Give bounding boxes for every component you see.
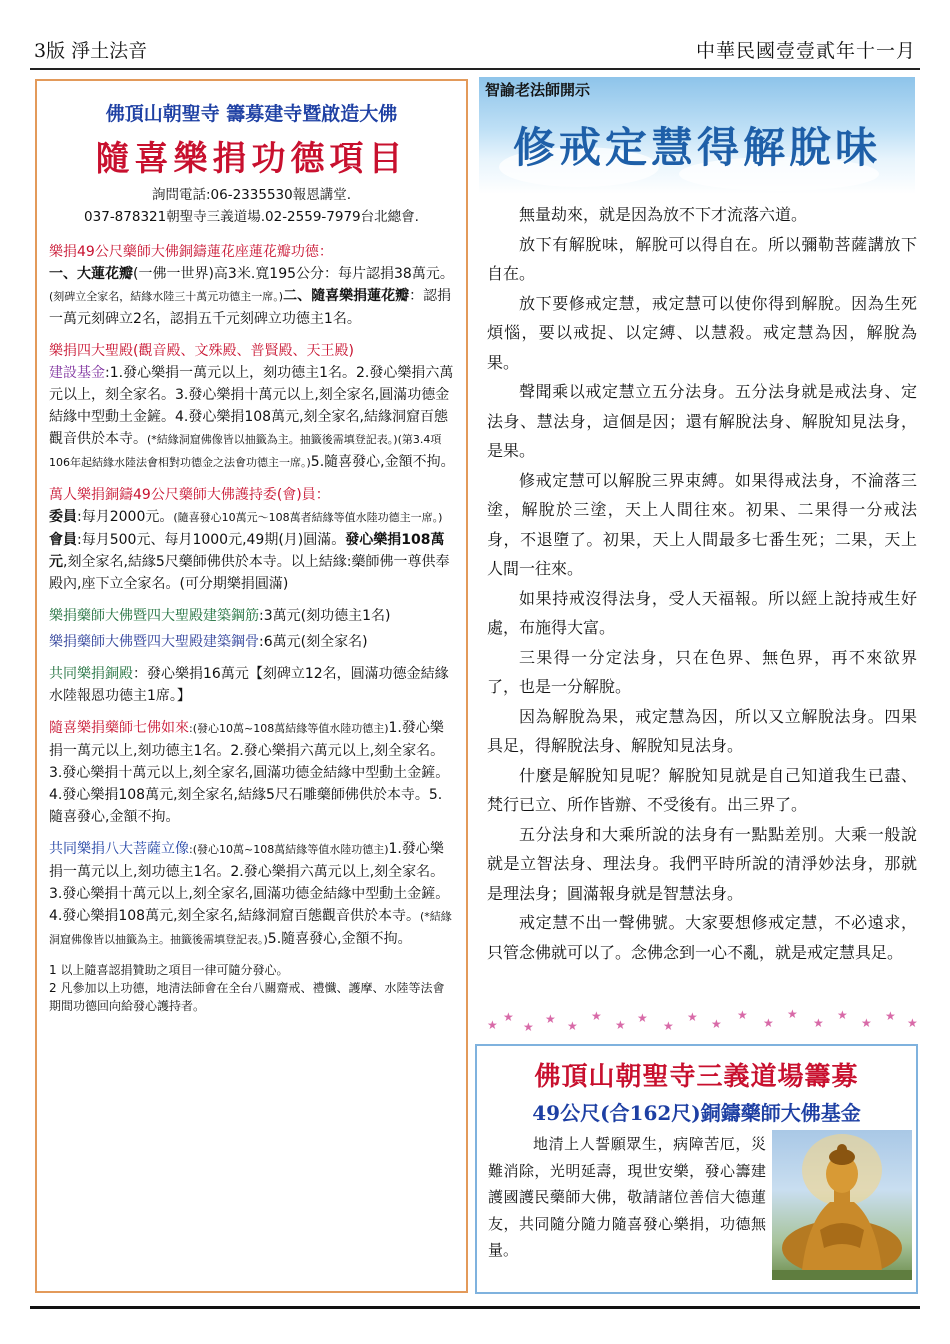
item-heading: 樂捐49公尺藥師大佛銅鑄蓮花座蓮花瓣功德： (49, 244, 333, 260)
item-text: :3萬元(刻功德主1名) (259, 608, 391, 624)
star-icon: ★ (813, 1016, 824, 1030)
item-text: :6萬元(刻全家名) (259, 634, 368, 650)
star-icon: ★ (787, 1007, 798, 1021)
article-title: 修戒定慧得解脫味 (512, 123, 881, 172)
item-text: :每月2000元。 (77, 509, 174, 525)
item-text: (一佛一世界)高3米.寬195公分：每片認捐38萬元。 (133, 266, 454, 282)
item-text: ,刻全家名,結緣5尺藥師佛供於本寺。以上結緣:藥師佛一尊供奉殿內,座下立全家名。(可分期樂捐圓滿) (49, 554, 450, 592)
note-line: 2 凡參加以上功德，地清法師會在全台八關齋戒、禮懺、護摩、水陸等法會期間功德回向給發心護持者。 (49, 981, 445, 1013)
item-note: :(發心10萬~108萬結緣等值水陸功德主) (189, 722, 389, 735)
item-text: :1.發心樂捐一萬元以上，刻功德主1名。2.發心樂捐六萬元以上，刻全家名。3.發心樂捐十萬元以上,刻全家名,圓滿功德金結緣中型動土金鏟。4.發心樂捐108萬元,刻全家名,結緣洞窟百態觀音供於本寺。 (49, 365, 454, 447)
item-text: 1.發心樂捐一萬元以上,刻功德主1名。2.發心樂捐六萬元以上,刻全家名。3.發心樂捐十萬元以上,刻全家名,圓滿功德金結緣中型動土金鏟。4.發心樂捐108萬元,刻全家名,結緣洞窟百態觀音供於本寺。 (49, 841, 450, 924)
article-paragraph: 放下要修戒定慧，戒定慧可以使你得到解脫。因為生死煩惱，要以戒捉、以定縛、以慧殺。戒定慧為因，解脫為果。 (487, 293, 917, 372)
star-icon: ★ (615, 1018, 626, 1032)
article-paragraph: 無量劫來，就是因為放不下才流落六道。 (519, 205, 808, 224)
star-icon: ★ (503, 1010, 514, 1024)
footer-divider (30, 1306, 920, 1309)
donation-items-box (35, 79, 468, 1293)
item-label: 委員 (49, 509, 77, 525)
star-icon: ★ (885, 1009, 896, 1023)
donation-item-lotus (49, 241, 456, 330)
star-icon: ★ (861, 1016, 872, 1030)
article-kicker: 智諭老法師開示 (485, 81, 591, 99)
donation-item-eight-bodhisattvas (49, 838, 456, 951)
note-line: 1 以上隨喜認捐贊助之項目一律可隨分發心。 (49, 963, 289, 977)
article-paragraph: 五分法身和大乘所說的法身有一點點差別。大乘一般說就是立智法身、理法身。我們平時所說的清淨妙法身，那就是理法身；圓滿報身就是智慧法身。 (487, 824, 917, 903)
item-heading: 萬人樂捐銅鑄49公尺藥師大佛護持委(會)員： (49, 487, 330, 503)
article-paragraph: 修戒定慧可以解脫三界束縛。如果得戒法身，不淪落三塗，解脫於三塗，天上人間往來。初果、二果得一分戒法身，不退墮了。初果，天上人間最多七番生死；二果，天上人間一往來。 (487, 470, 917, 578)
item-text: :每月500元、每月1000元,49期(月)圓滿。 (77, 532, 346, 548)
page-header (34, 36, 916, 64)
buddha-fund-box (475, 1044, 918, 1294)
donation-item-halls (49, 340, 456, 474)
star-icon: ★ (591, 1009, 602, 1023)
star-icon: ★ (837, 1008, 848, 1022)
item-note: (*結緣洞窟佛像皆以抽籤為主。抽籤後需填登記表。) (49, 910, 452, 946)
star-icon: ★ (523, 1020, 534, 1034)
item-label: 發心樂捐108萬元 (49, 532, 445, 570)
fund-box-title: 佛頂山朝聖寺三義道場籌募 (534, 1062, 859, 1092)
star-icon: ★ (737, 1008, 748, 1022)
item-text: 5.隨喜發心,金額不拘。 (310, 454, 455, 470)
item-text: 5.隨喜發心,金額不拘。 (267, 931, 412, 947)
buddha-statue-icon (772, 1130, 912, 1280)
donation-box-heading: 隨喜樂捐功德項目 (95, 139, 408, 179)
item-heading: 樂捐四大聖殿(觀音殿、文殊殿、普賢殿、天王殿) (49, 343, 354, 359)
article-body (487, 200, 917, 967)
item-text: ：發心樂捐16萬元【刻碑立12名，圓滿功德金結緣水陸報恩功德主1席。】 (49, 666, 449, 704)
item-heading: 隨喜樂捐藥師七佛如來 (49, 720, 189, 736)
donation-item-bronze-hall (49, 663, 456, 707)
article-paragraph: 放下有解脫味，解脫可以得自在。所以彌勒菩薩講放下自在。 (487, 234, 917, 283)
article-paragraph: 聲聞乘以戒定慧立五分法身。五分法身就是戒法身、定法身、慧法身，這個是因；還有解脫法身、解脫知見法身，是果。 (487, 382, 917, 460)
page-number-label: 3版 淨土法音 (34, 40, 148, 62)
contact-info (47, 184, 456, 228)
buddha-statue-image (772, 1130, 912, 1280)
item-label: 會員 (49, 532, 77, 548)
item-heading: 共同樂捐銅殿 (49, 666, 133, 682)
item-heading: 樂捐藥師大佛暨四大聖殿建築鋼筋 (49, 608, 259, 624)
item-heading: 共同樂捐八大菩薩立像 (49, 841, 189, 857)
item-note: (刻碑立全家名，結緣水陸三十萬元功德主一席。) (49, 290, 284, 303)
article-paragraph: 戒定慧不出一聲佛號。大家要想修戒定慧，不必遠求，只管念佛就可以了。念佛念到一心不亂，就是戒定慧具足。 (487, 913, 917, 962)
article-paragraph: 三果得一分定法身，只在色界、無色界，再不來欲界了，也是一分解脫。 (487, 647, 917, 696)
item-text: ：認捐一萬元刻碑立2名，認捐五千元刻碑立功德主1名。 (49, 288, 452, 327)
star-icon: ★ (567, 1019, 578, 1033)
star-icon: ★ (663, 1019, 674, 1033)
item-label: 建設基金 (49, 365, 105, 381)
header-divider (30, 68, 920, 70)
star-icon: ★ (711, 1017, 722, 1031)
donation-item-rebar (49, 605, 456, 653)
star-icon: ★ (763, 1016, 774, 1030)
contact-line: 037-878321朝聖寺三義道場.02-2559-7979台北總會. (84, 209, 419, 225)
article-paragraph: 什麼是解脫知見呢？解脫知見就是自己知道我生已盡、梵行已立、所作皆辦、不受後有。出三界了。 (487, 765, 917, 814)
donation-item-seven-buddhas (49, 717, 456, 828)
item-text: 1.發心樂捐一萬元以上,刻功德主1名。2.發心樂捐六萬元以上,刻全家名。3.發心樂捐十萬元以上,刻全家名,圓滿功德金結緣中型動土金鏟。4.發心樂捐108萬元,刻全家名,結緣5尺石雕藥師佛供於本寺。5.隨喜發心,金額不拘。 (49, 720, 450, 825)
donation-items-list (49, 241, 456, 1015)
item-heading: 樂捐藥師大佛暨四大聖殿建築鋼骨 (49, 634, 259, 650)
donation-box-title: 佛頂山朝聖寺 籌募建寺暨啟造大佛 (105, 103, 398, 125)
article-banner (479, 77, 915, 194)
issue-date-label: 中華民國壹壹貳年十一月 (695, 40, 916, 62)
star-icon: ★ (487, 1018, 498, 1032)
star-icon: ★ (907, 1016, 918, 1030)
item-label: 二、隨喜樂捐蓮花瓣 (283, 288, 410, 304)
item-note: :(發心10萬~108萬結緣等值水陸功德主) (189, 843, 389, 856)
donation-item-committee (49, 484, 456, 595)
star-divider (487, 1004, 927, 1034)
item-note: (*結緣洞窟佛像皆以抽籤為主。抽籤後需填登記表。)(第3.4項106年起結緣水陸法會相對功德金之法會功德主一席。) (49, 433, 442, 469)
contact-line: 詢問電話:06-2335530報恩講堂. (151, 187, 351, 203)
item-label: 一、大蓮花瓣 (49, 266, 133, 282)
star-icon: ★ (687, 1010, 698, 1024)
star-icon: ★ (545, 1012, 556, 1026)
star-icon: ★ (637, 1011, 648, 1025)
fund-box-subtitle: 49公尺(合162尺)銅鑄藥師大佛基金 (532, 1101, 861, 1125)
article-paragraph: 如果持戒沒得法身，受人天福報。所以經上說持戒生好處，布施得大富。 (487, 588, 917, 637)
donation-notes (49, 961, 456, 1015)
item-note: (隨喜發心10萬元～108萬者結緣等值水陸功德主一席。) (173, 511, 443, 524)
fund-box-text: 地清上人誓願眾生，病障苦厄，災難消除，光明延壽，現世安樂，發心籌建護國護民藥師大佛，敬請諸位善信大德蓮友，共同隨分隨力隨喜發心樂捐，功德無量。 (488, 1135, 766, 1259)
article-paragraph: 因為解脫為果，戒定慧為因，所以又立解脫法身。四果具足，得解脫法身、解脫知見法身。 (487, 706, 917, 755)
